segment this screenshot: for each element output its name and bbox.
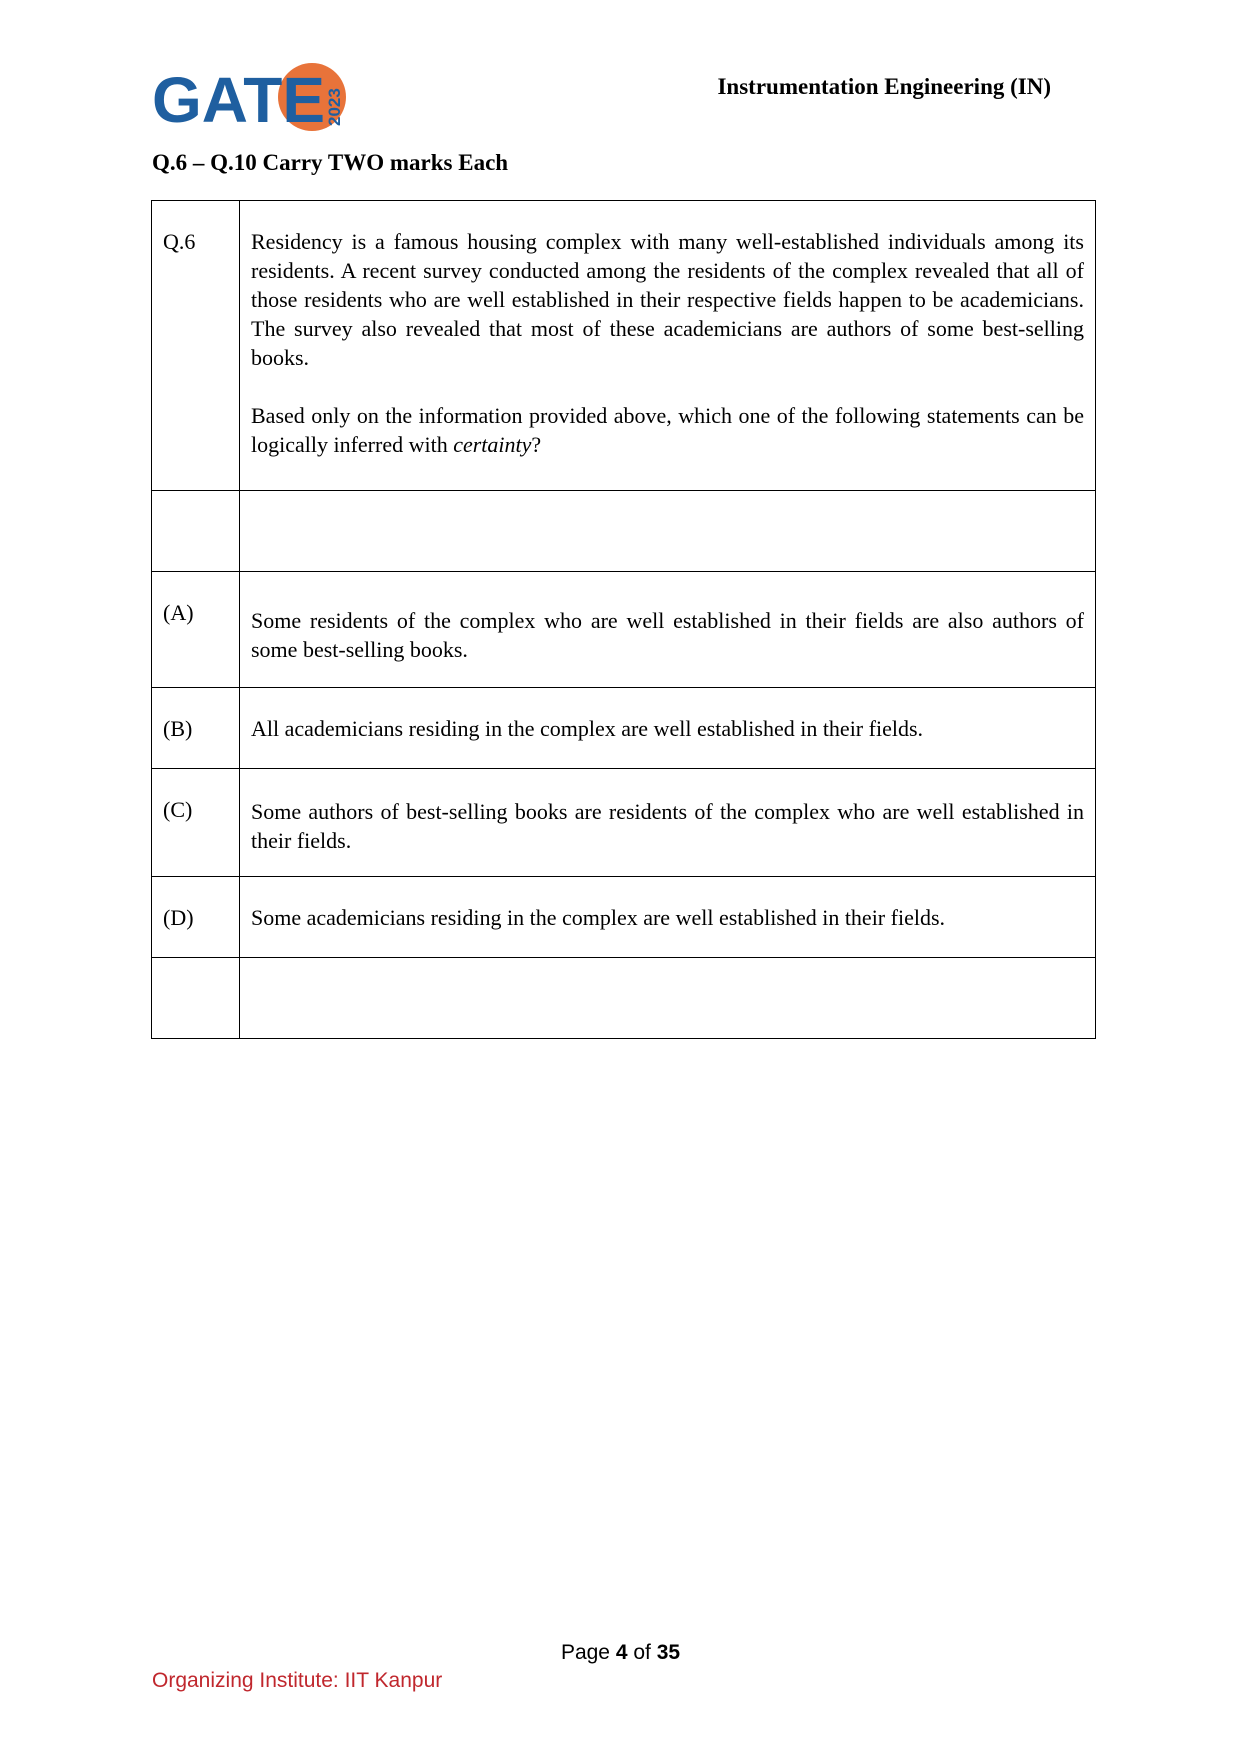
blank-cell: [152, 491, 240, 572]
page-prefix: Page: [560, 1641, 616, 1664]
blank-row: [152, 491, 1096, 572]
section-title: Q.6 – Q.10 Carry TWO marks Each: [152, 150, 509, 175]
option-text: Some academicians residing in the complex are well established in their fields.: [240, 877, 1096, 958]
question-table: [151, 200, 1096, 1039]
gate-logo: [152, 60, 362, 135]
gate-logo-graphic: [152, 60, 362, 135]
question-paragraph-2: [251, 401, 1084, 459]
option-text: All academicians residing in the complex are well established in their fields.: [240, 688, 1096, 769]
question-punct: ?: [531, 432, 542, 457]
question-row: [152, 201, 1096, 491]
option-label: (B): [152, 688, 240, 769]
question-paragraph-1: Residency is a famous housing complex with many well-established individuals among its residents. A recent survey conducted among the residents of the complex revealed that all of those residents who are well established in their respective fields happen to be academicians. The survey also revealed that most of these academicians are authors of some best-selling books.: [251, 229, 1084, 370]
question-emphasis: certainty: [453, 432, 532, 457]
option-label: (C): [152, 769, 240, 877]
option-label: (A): [152, 572, 240, 688]
subject-title: Instrumentation Engineering (IN): [717, 74, 1051, 99]
organizing-institute: Organizing Institute: IIT Kanpur: [152, 1669, 443, 1692]
option-row-b: [152, 688, 1096, 769]
blank-cell: [240, 958, 1096, 1039]
option-text: Some authors of best-selling books are residents of the complex who are well established in their fields.: [240, 769, 1096, 877]
page-total: 35: [656, 1641, 681, 1664]
logo-year: 2023: [325, 88, 344, 126]
option-row-d: [152, 877, 1096, 958]
option-text: Some residents of the complex who are well established in their fields are also authors of some best-selling books.: [240, 572, 1096, 688]
page-middle: of: [627, 1641, 657, 1664]
option-row-a: [152, 572, 1096, 688]
question-body: [240, 201, 1096, 491]
blank-cell: [240, 491, 1096, 572]
question-number: Q.6: [152, 201, 240, 491]
page-current: 4: [615, 1641, 628, 1664]
blank-row: [152, 958, 1096, 1039]
question-prompt: Based only on the information provided above, which one of the following statements can be logically inferred with: [251, 403, 1084, 457]
blank-cell: [152, 958, 240, 1039]
page-number: [0, 1641, 1241, 1665]
option-row-c: [152, 769, 1096, 877]
logo-wordmark: GATE: [152, 64, 326, 135]
option-label: (D): [152, 877, 240, 958]
